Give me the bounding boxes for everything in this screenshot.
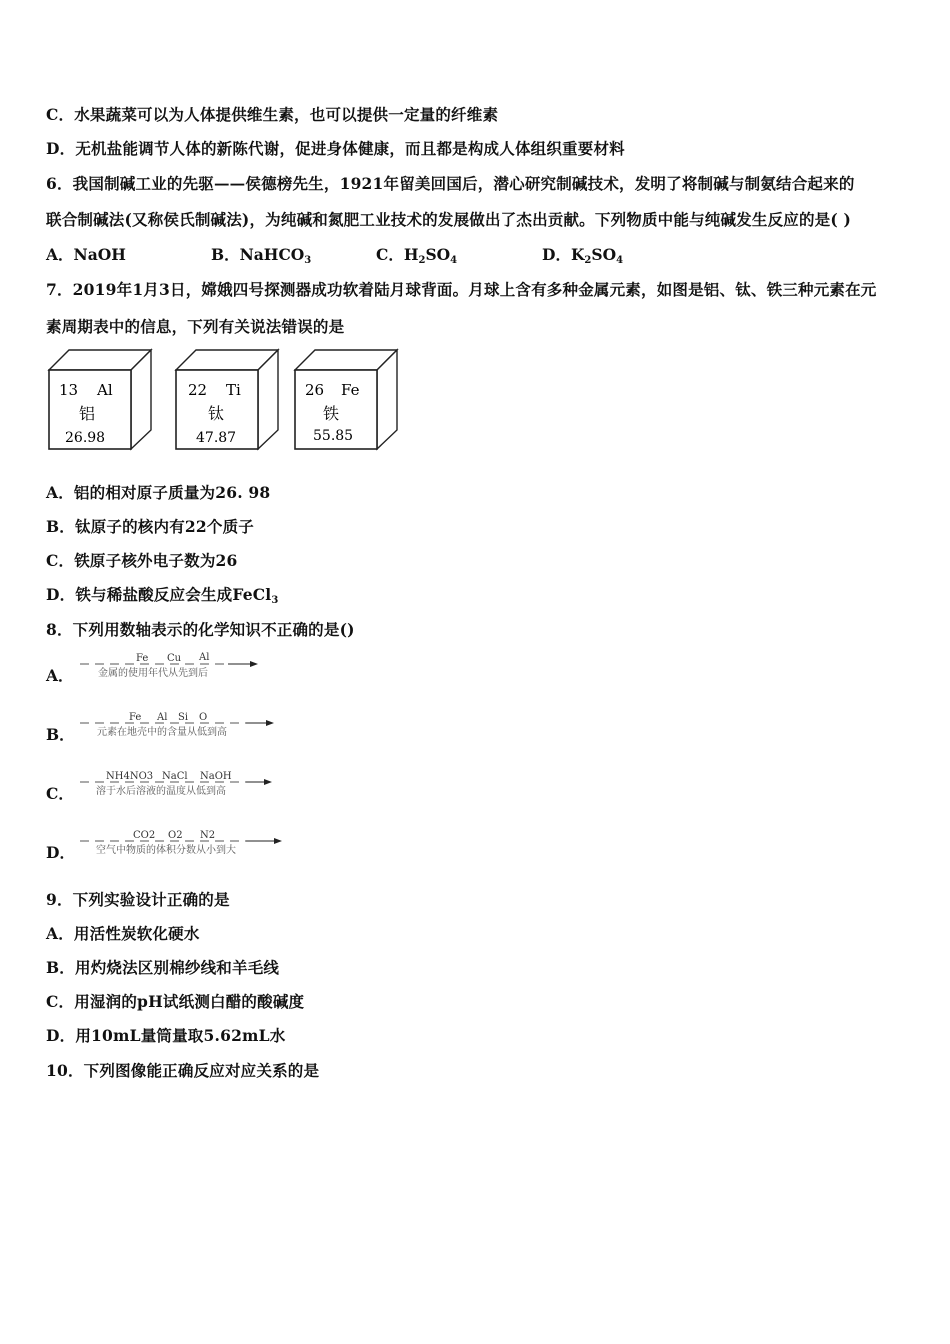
axis-d-caption: 空气中物质的体积分数从小到大 [96,845,236,856]
element-al-symbol: Al [97,381,113,399]
axis-c-label-nacl: NaCl [162,771,188,782]
element-ti-mass: 47.87 [196,430,237,446]
element-al-mass: 26.98 [65,430,106,446]
axis-d-label-o2: O2 [168,830,183,841]
element-al-number: 13 [59,381,79,399]
q9-option-d: D．用10mL量筒量取5.62mL水 [46,1026,286,1045]
axis-b-label-al: Al [157,712,168,723]
q7-option-d: D．铁与稀盐酸反应会生成FeCl$_3$ [46,585,279,606]
element-al-name: 铝 [79,404,96,423]
q9-option-b: B．用灼烧法区别棉纱线和羊毛线 [46,958,280,977]
q7-option-a: A．铝的相对原子质量为26. 98 [46,483,271,502]
axis-b-caption: 元素在地壳中的含量从低到高 [97,727,227,738]
element-ti-number: 22 [188,381,208,399]
element-ti-name: 钛 [208,404,225,423]
q7-stem-line2: 素周期表中的信息，下列有关说法错误的是 [46,317,345,336]
q9-stem: 9．下列实验设计正确的是 [46,890,230,909]
q8-option-d-letter: D． [46,843,75,862]
element-card-ti [174,348,282,452]
q6-stem-line1: 6．我国制碱工业的先驱——侯德榜先生，1921年留美回国后，潜心研究制碱技术，发明了将制碱与制氨结合起来的 [46,174,855,193]
q6-option-c: C．$H_2SO_4$ [376,245,458,266]
q7-option-c: C．铁原子核外电子数为26 [46,551,238,570]
q6-stem-line2: 联合制碱法(又称侯氏制碱法)，为纯碱和氮肥工业技术的发展做出了杰出贡献。下列物质中能与纯碱发生反应的是( ) [46,210,852,229]
axis-a-label-cu: Cu [167,653,182,664]
element-fe-number: 26 [305,381,325,399]
axis-a-caption: 金属的使用年代从先到后 [98,668,208,679]
q6-option-a: A．NaOH [46,245,126,264]
axis-c-caption: 溶于水后溶液的温度从低到高 [96,786,226,797]
element-card-al [47,348,155,452]
q5-option-c: C．水果蔬菜可以为人体提供维生素，也可以提供一定量的纤维素 [46,105,499,124]
axis-b-label-si: Si [178,712,189,723]
axis-d-label-n2: N2 [200,830,216,841]
q7-option-b: B．钛原子的核内有22个质子 [46,517,254,536]
axis-b-label-o: O [199,712,208,723]
q9-option-c: C．用湿润的pH试纸测白醋的酸碱度 [46,992,305,1011]
element-fe-name: 铁 [323,404,340,423]
element-fe-mass: 55.85 [313,428,354,444]
axis-a-label-fe: Fe [136,653,149,664]
element-ti-symbol: Ti [226,381,241,399]
q7-stem-line1: 7．2019年1月3日，嫦娥四号探测器成功软着陆月球背面。月球上含有多种金属元素，如图是铝、钛、铁三种元素在元 [46,280,877,299]
q8-option-a-letter: A． [46,666,74,685]
element-card-fe [293,348,401,452]
axis-b-label-fe: Fe [129,712,142,723]
q9-option-a: A．用活性炭软化硬水 [46,924,200,943]
q8-option-d [46,827,306,867]
axis-c-label-nh4no3: NH4NO3 [106,771,154,782]
q8-stem: 8．下列用数轴表示的化学知识不正确的是() [46,620,355,639]
q10-stem: 10．下列图像能正确反应对应关系的是 [46,1061,320,1080]
element-fe-symbol: Fe [341,381,360,399]
q6-option-b: B．NaHCO$_3$ [211,245,312,266]
axis-d-label-co2: CO2 [133,830,156,841]
q8-option-b [46,709,306,749]
axis-a-label-al: Al [199,652,210,663]
q5-option-d: D．无机盐能调节人体的新陈代谢，促进身体健康，而且都是构成人体组织重要材料 [46,139,625,158]
q8-option-a [46,650,306,690]
q8-option-c [46,768,306,808]
axis-c-label-naoh: NaOH [200,771,232,782]
q8-option-b-letter: B． [46,725,75,744]
q8-option-c-letter: C． [46,784,74,803]
q6-option-d: D．$K_2SO_4$ [542,245,624,266]
